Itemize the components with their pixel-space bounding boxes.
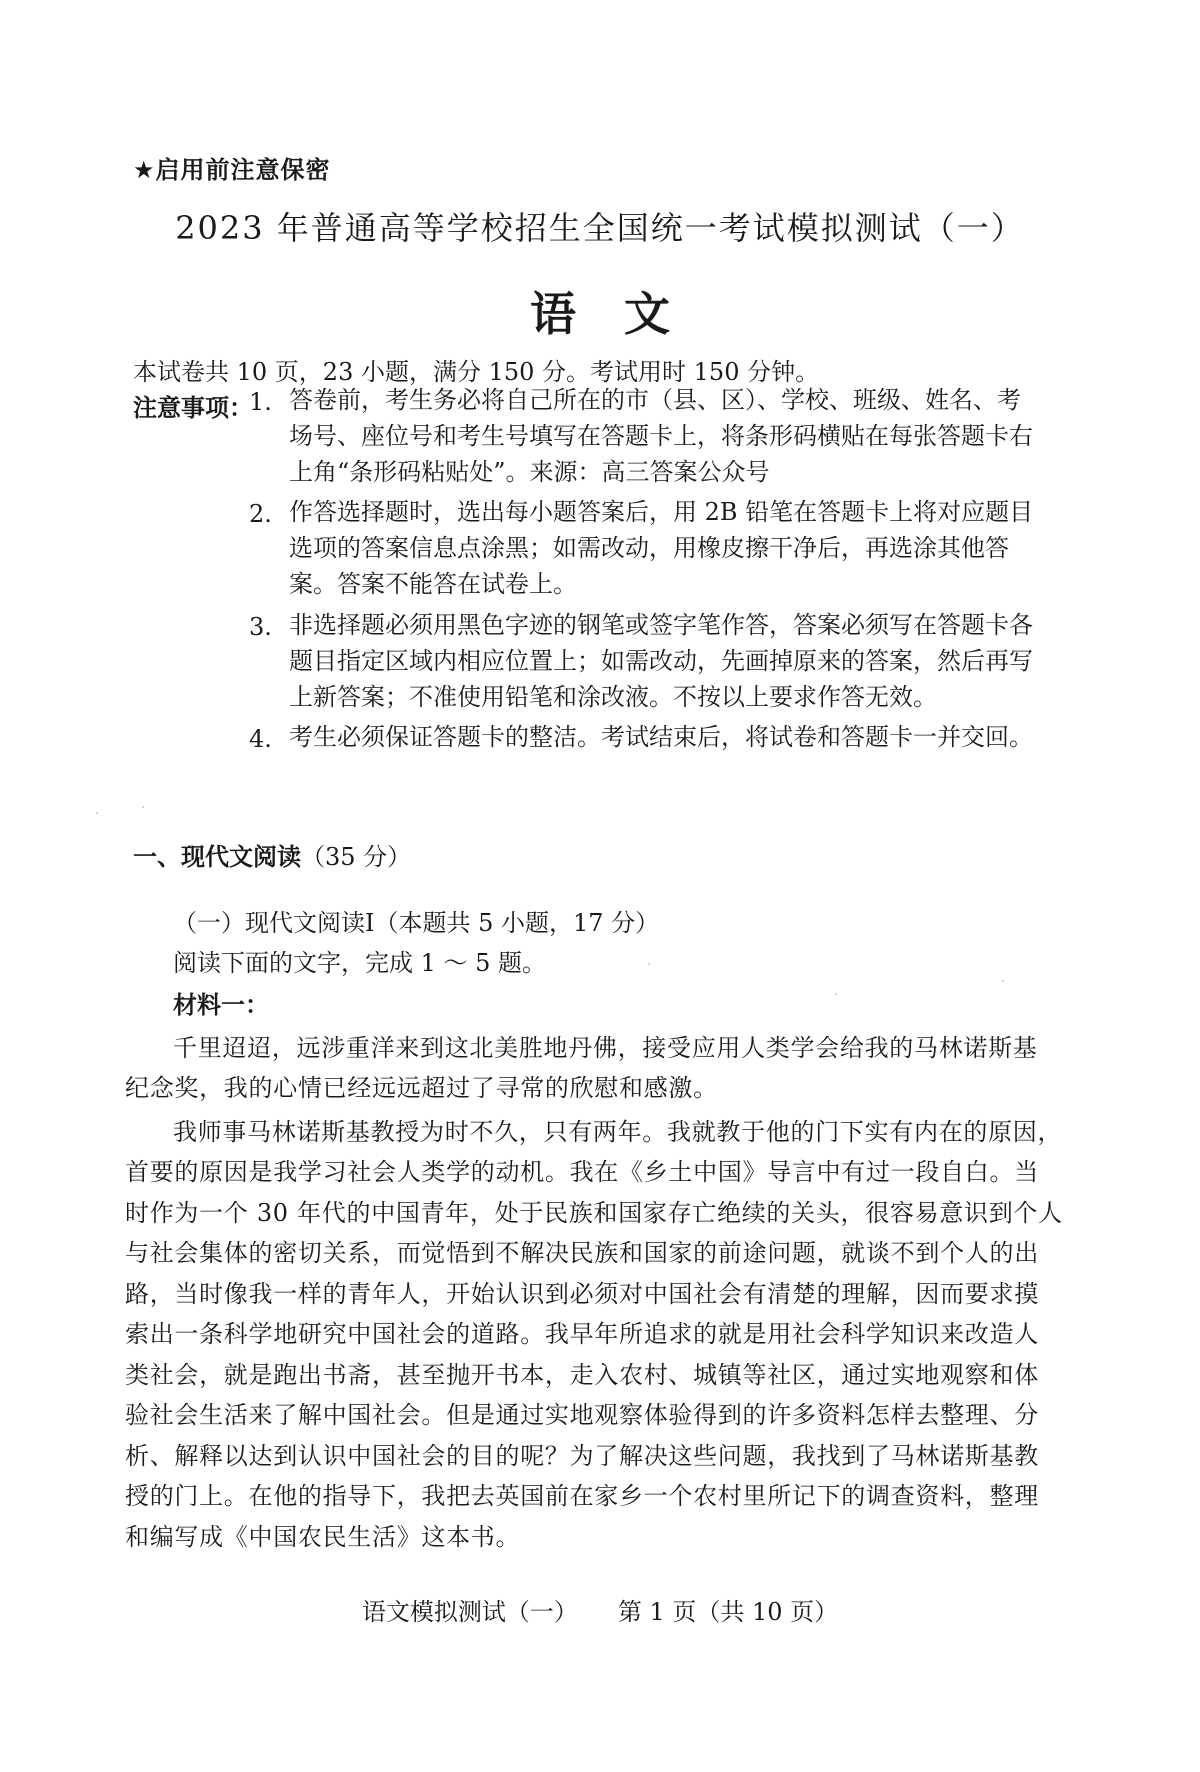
notice-item-number: 4. <box>249 725 272 753</box>
passage-line: 时作为一个 30 年代的中国青年，处于民族和国家存亡绝续的关头，很容易意识到个人 <box>125 1199 1063 1227</box>
passage-line: 和编写成《中国农民生活》这本书。 <box>125 1523 521 1551</box>
notice-line: 考生必须保证答题卡的整洁。考试结束后，将试卷和答题卡一并交回。 <box>289 723 1033 751</box>
section-heading-text: 一、现代文阅读 <box>133 843 301 871</box>
exam-title: 2023 年普通高等学校招生全国统一考试模拟测试（一） <box>175 209 1025 247</box>
notice-line: 选项的答案信息点涂黑；如需改动，用橡皮擦干净后，再选涂其他答 <box>289 534 1009 562</box>
passage-line: 千里迢迢，远涉重洋来到这北美胜地丹佛，接受应用人类学会给我的马林诺斯基 <box>173 1034 1038 1062</box>
reading-instruction: 阅读下面的文字，完成 1 ～ 5 题。 <box>173 949 547 977</box>
notice-line: 案。答案不能答在试卷上。 <box>289 570 577 598</box>
subsection-heading: （一）现代文阅读Ⅰ（本题共 5 小题，17 分） <box>173 909 660 937</box>
subject-title: 语文 <box>530 287 718 341</box>
notice-item-number: 1. <box>249 388 272 416</box>
exam-intro: 本试卷共 10 页，23 小题，满分 150 分。考试用时 150 分钟。 <box>133 358 820 386</box>
notice-line: 题目指定区域内相应位置上；如需改动，先画掉原来的答案，然后再写 <box>289 647 1033 675</box>
passage-line: 路，当时像我一样的青年人，开始认识到必须对中国社会有清楚的理解，因而要求摸 <box>125 1280 1039 1308</box>
scan-speckle <box>835 993 837 995</box>
footer-page-info: 第 1 页（共 10 页） <box>617 1598 839 1626</box>
scan-speckle <box>648 963 650 965</box>
notice-line: 作答选择题时，选出每小题答案后，用 2B 铅笔在答题卡上将对应题目 <box>289 498 1034 526</box>
passage-line: 类社会，就是跑出书斋，甚至抛开书本，走入农村、城镇等社区，通过实地观察和体 <box>125 1361 1039 1389</box>
scan-speckle <box>96 812 98 814</box>
passage-line: 首要的原因是我学习社会人类学的动机。我在《乡土中国》导言中有过一段自白。当 <box>125 1158 1039 1186</box>
material-label: 材料一： <box>173 991 269 1019</box>
scan-speckle <box>1002 980 1004 982</box>
passage-line: 验社会生活来了解中国社会。但是通过实地观察体验得到的许多资料怎样去整理、分 <box>125 1401 1039 1429</box>
section-heading-points: （35 分） <box>301 843 412 871</box>
notice-item-number: 3. <box>249 613 272 641</box>
notice-line: 场号、座位号和考生号填写在答题卡上，将条形码横贴在每张答题卡右 <box>289 422 1033 450</box>
notice-item-number: 2. <box>249 500 272 528</box>
page-footer <box>0 1592 1200 1627</box>
footer-subject-test: 语文模拟测试（一） <box>361 1598 578 1626</box>
scan-speckle <box>142 806 144 808</box>
notice-line: 上角“条形码粘贴处”。来源：高三答案公众号 <box>289 458 770 486</box>
passage-line: 我师事马林诺斯基教授为时不久，只有两年。我就教于他的门下实有内在的原因， <box>173 1118 1063 1146</box>
section-heading <box>133 837 411 872</box>
passage-line: 与社会集体的密切关系，而觉悟到不解决民族和国家的前途问题，就谈不到个人的出 <box>125 1239 1039 1267</box>
passage-line: 授的门上。在他的指导下，我把去英国前在家乡一个农村里所记下的调查资料，整理 <box>125 1482 1039 1510</box>
passage-line: 纪念奖，我的心情已经远远超过了寻常的欣慰和感激。 <box>125 1074 718 1102</box>
notice-line: 非选择题必须用黑色字迹的钢笔或签字笔作答，答案必须写在答题卡各 <box>289 611 1033 639</box>
notice-line: 答卷前，考生务必将自己所在的市（县、区）、学校、班级、姓名、考 <box>289 386 1021 414</box>
notice-line: 上新答案；不准使用铅笔和涂改液。不按以上要求作答无效。 <box>289 683 937 711</box>
confidential-notice: ★启用前注意保密 <box>133 156 331 184</box>
passage-line: 析、解释以达到认识中国社会的目的呢？为了解决这些问题，我找到了马林诺斯基教 <box>125 1442 1039 1470</box>
notice-label: 注意事项： <box>133 394 253 422</box>
passage-line: 索出一条科学地研究中国社会的道路。我早年所追求的就是用社会科学知识来改造人 <box>125 1320 1039 1348</box>
